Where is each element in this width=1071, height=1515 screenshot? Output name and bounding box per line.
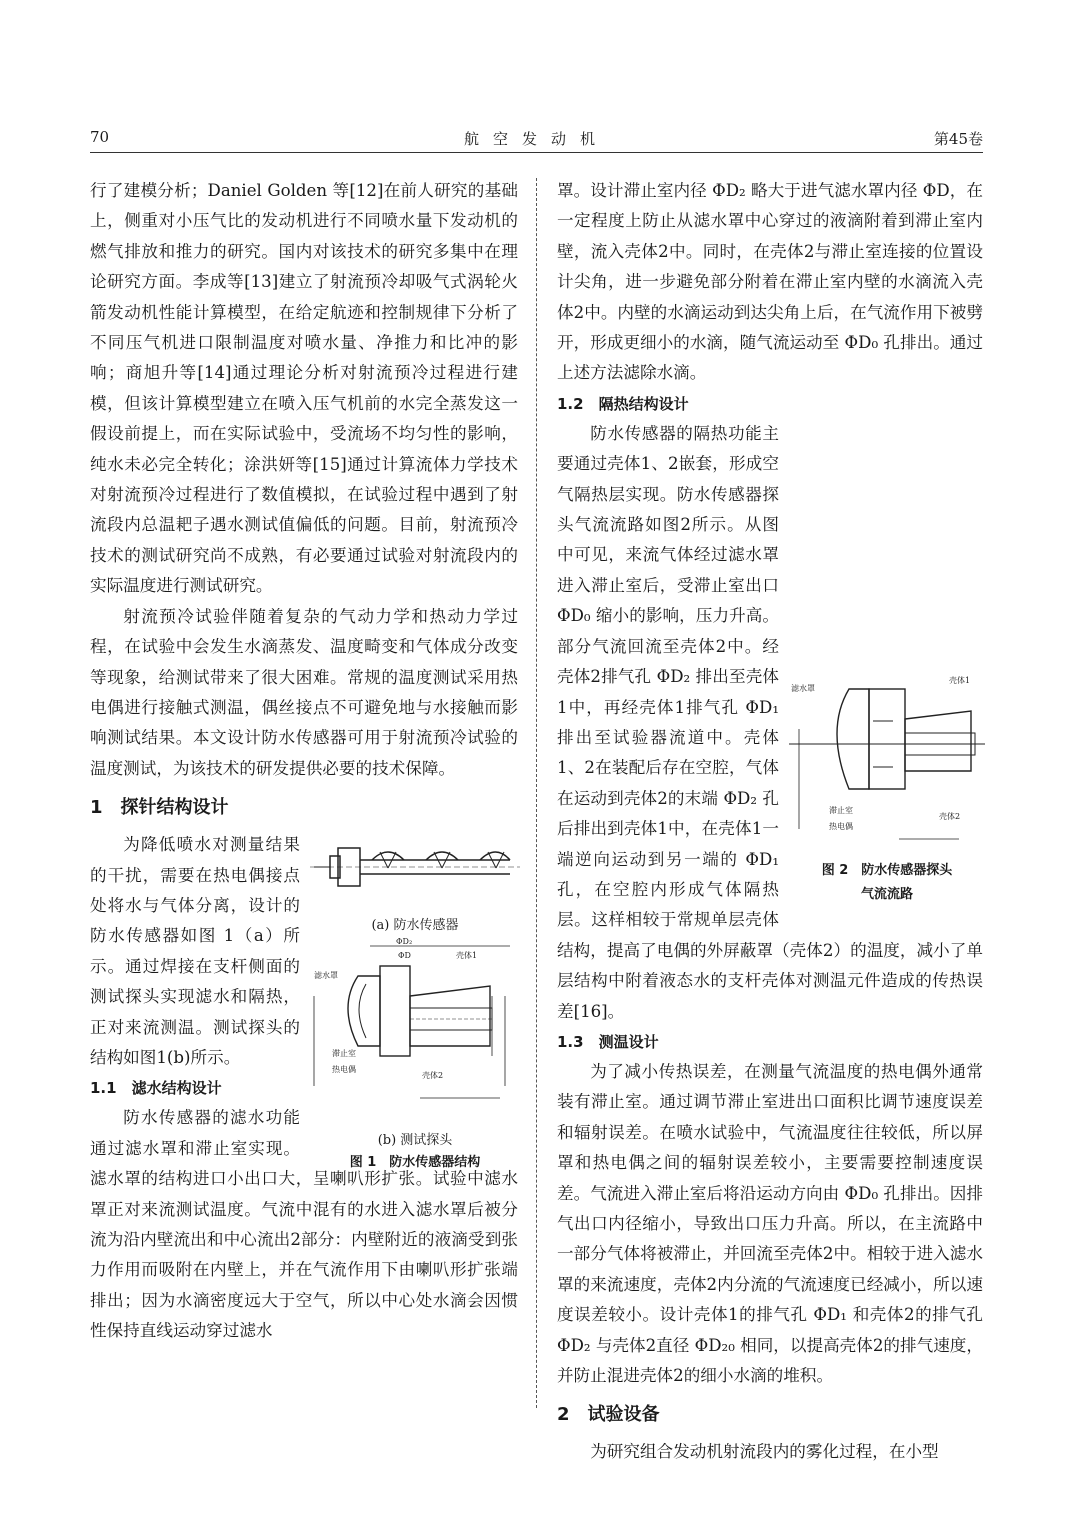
flow-path-drawing	[789, 669, 985, 849]
figure-2	[789, 669, 985, 914]
subsection-heading: 1.2 隔热结构设计	[557, 394, 689, 413]
svg-text:ΦD: ΦD	[398, 950, 411, 960]
paragraph: 行了建模分析；Daniel Golden 等[12]在前人研究的基础上，侧重对小压气比的发动机进行不同喷水量下发动机的燃气排放和推力的研究。国内对该技术的研究多集中在理论研究方面。李成等[13]建立了射流预冷却吸气式涡轮火箭发动机性能计算模型，在给定航迹和控制规律下分析了不同压气机进口限制温度对喷水量、净推力和比冲的影响；商旭升等[14]通过理论分析对射流预冷过程进行建模，但该计算模型建立在喷入压气机前的水完全蒸发这一假设前提上，而在实际试验中，受流场不均匀性的影响，纯水未必完全转化；涂洪妍等[15]通过计算流体力学技术对射流预冷过程进行了数值模拟，在试验过程中遇到了射流段内总温耙子遇水测试值偏低的问题。目前，射流预冷技术的测试研究尚不成熟，有必要通过试验对射流段内的实际温度进行测试研究。	[90, 181, 518, 596]
label-shell1: 壳体1	[456, 950, 478, 960]
section-heading: 1 探针结构设计	[90, 797, 229, 819]
right-column	[557, 176, 983, 1468]
running-header	[90, 128, 983, 152]
subsection-heading: 1.1 滤水结构设计	[90, 1079, 222, 1098]
header-rule	[90, 152, 983, 153]
figure-1	[310, 830, 520, 1170]
paragraph: 射流预冷试验伴随着复杂的气动力学和热动力学过程，在试验中会发生水滴蒸发、温度畸变和气体成分改变等现象，给测试带来了很大困难。常规的温度测试采用热电偶进行接触式测温，偶丝接点不可避免地与水接触而影响测试结果。本文设计防水传感器可用于射流预冷试验的温度测试，为该技术的研发提供必要的技术保障。	[90, 606, 518, 778]
label-filter: 滤水罩	[314, 970, 338, 980]
subcaption-b: (b) 测试探头	[377, 1132, 453, 1148]
svg-text:ΦD₂: ΦD₂	[396, 936, 413, 946]
paragraph: 为了减小传热误差，在测量气流温度的热电偶外通常装有滞止室。通过调节滞止室进出口面积比调节速度误差和辐射误差。在喷水试验中，气流温度往往较低，所以屏罩和热电偶之间的辐射误差较小，主要需要控制速度误差。气流进入滞止室后将沿运动方向由 ΦD₀ 孔排出。因排气出口内径缩小，导致出口压力升高。所以，在主流路中一部分气体将被滞止，并回流至壳体2中。相较于进入滤水罩的来流速度，壳体2内分流的气流速度已经减小，所以速度误差较小。设计壳体1的排气孔 ΦD₁ 和壳体2的排气孔 ΦD₂ 与壳体2直径 ΦD₂₀ 相同，以提高壳体2的排气速度，并防止混进壳体2的细小水滴的堆积。	[557, 1061, 983, 1386]
column-divider	[536, 178, 537, 1408]
paragraph: 防水传感器的隔热功能主要通过壳体1、2嵌套，形成空气隔热层实现。防水传感器探头气流流路如图2所示。从图中可见，来流气体经过滤水罩进入滞止室后，受滞止室出口 ΦD₀ 缩小的影响，压力升高。部分气流回流至壳体2中。经壳体2排气孔 ΦD₂ 排出至壳体1中，再经壳体1排气孔 ΦD₁ 排出至试验器流道中。壳体1、2在装配后存在空腔，气体在运动到壳体2的末端 ΦD₂ 孔后排出到壳体1中，在壳体1一端逆向运动到另一端的 ΦD₁ 孔，在空腔内形成气体隔热层。这样相较于常规单层壳体结构，提高了电偶的外屏蔽罩（壳体2）的温度，减小了单层结构中附着液态水的支杆壳体对测温元件造成的传热误差[16]。	[557, 423, 983, 1021]
label-tc: 热电偶	[332, 1064, 356, 1074]
paragraph: 为研究组合发动机射流段内的雾化过程，在小型	[590, 1442, 939, 1462]
label-filter: 滤水罩	[791, 683, 815, 693]
probe-drawing	[310, 936, 520, 1121]
paragraph: 罩。设计滞止室内径 ΦD₂ 略大于进气滤水罩内径 ΦD，在一定程度上防止从滤水罩中心穿过的液滴附着到滞止室内壁，流入壳体2中。同时，在壳体2与滞止室连接的位置设计尖角，进一步避免部分附着在滞止室内壁的水滴流入壳体2中。内壁的水滴运动到达尖角上后，在气流作用下被劈开，形成更细小的水滴，随气流运动至 ΦD₀ 孔排出。通过上述方法滤除水滴。	[557, 181, 983, 383]
figure-2-caption-line2: 气流流路	[860, 887, 913, 903]
page-number: 70	[90, 128, 110, 146]
label-tc: 热电偶	[829, 821, 853, 831]
journal-title: 航空发动机	[463, 130, 609, 148]
label-shell1: 壳体1	[949, 675, 971, 685]
label-shell2: 壳体2	[939, 811, 961, 821]
sensor-drawing	[310, 830, 520, 905]
subcaption-a: (a) 防水传感器	[371, 917, 459, 933]
subsection-heading: 1.3 测温设计	[557, 1032, 659, 1051]
left-column	[90, 176, 518, 1347]
label-shell2: 壳体2	[422, 1070, 444, 1080]
paragraph: 为降低喷水对测量结果的干扰，需要在热电偶接点处将水与气体分离，设计的防水传感器如图 1（a）所示。通过焊接在支杆侧面的测试探头实现滤水和隔热，正对来流测温。测试探头的结构如图1(b)所示。	[90, 835, 300, 1067]
label-stag: 滞止室	[332, 1048, 356, 1058]
figure-2-caption-line1: 图 2 防水传感器探头	[821, 863, 953, 879]
section-heading: 2 试验设备	[557, 1404, 660, 1426]
label-stag: 滞止室	[829, 805, 853, 815]
paragraph: 防水传感器的滤水功能通过滤水罩和滞止室实现。滤水罩的结构进口小出口大，呈喇叭形扩张。试验中滤水罩正对来流测试温度。气流中混有的水进入滤水罩后被分流为沿内壁流出和中心流出2部分：内壁附近的液滴受到张力作用而吸附在内壁上，并在气流作用下由喇叭形扩张端排出；因为水滴密度远大于空气，所以中心处水滴会因惯性保持直线运动穿过滤水	[90, 1108, 518, 1341]
volume-label: 第45卷	[933, 130, 983, 148]
figure-1-caption: 图 1 防水传感器结构	[349, 1154, 481, 1170]
